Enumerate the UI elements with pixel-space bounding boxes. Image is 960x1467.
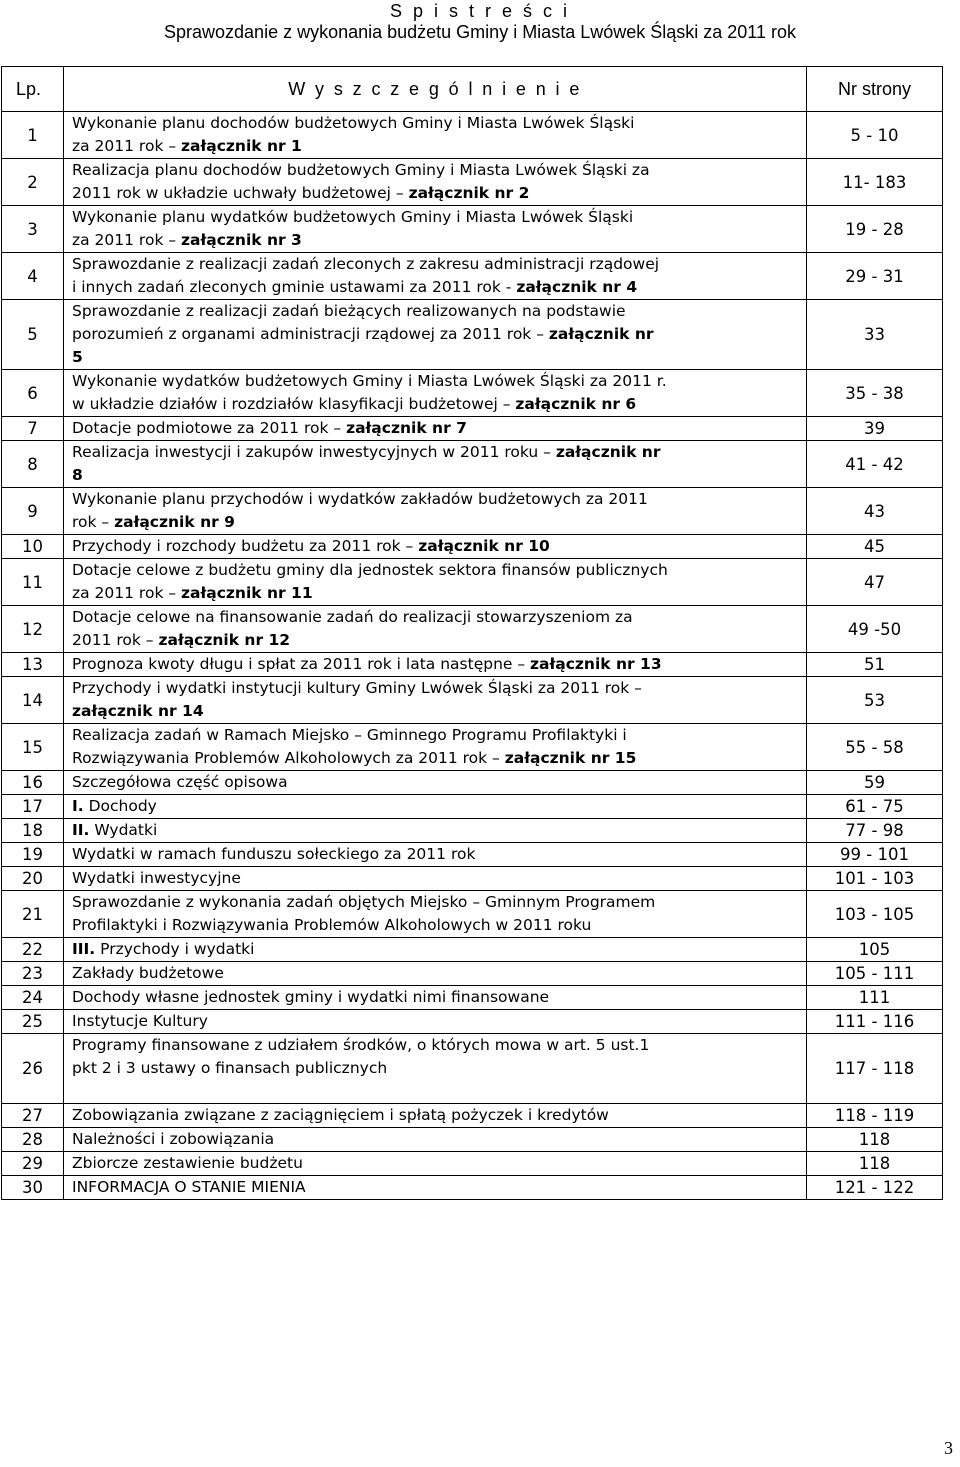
row-description — [64, 159, 807, 206]
table-row — [2, 677, 943, 724]
description-text: Zobowiązania związane z zaciągnięciem i spłatą pożyczek i kredytów — [72, 1106, 609, 1124]
table-row — [2, 724, 943, 771]
description-line — [72, 346, 804, 369]
table-row — [2, 559, 943, 606]
row-description — [64, 795, 807, 819]
table-row — [2, 253, 943, 300]
description-text: Przychody i wydatki — [95, 940, 255, 958]
description-line — [72, 229, 804, 252]
description-text: 2011 rok w układzie uchwały budżetowej – — [72, 184, 409, 202]
row-description — [64, 891, 807, 938]
row-number: 17 — [2, 795, 64, 819]
row-page-range: 118 — [807, 1128, 943, 1152]
row-number: 20 — [2, 867, 64, 891]
row-number: 23 — [2, 962, 64, 986]
row-number: 22 — [2, 938, 64, 962]
table-row — [2, 1034, 943, 1104]
row-number: 8 — [2, 441, 64, 488]
description-line — [72, 914, 804, 937]
description-line — [72, 393, 804, 416]
description-text: Realizacja inwestycji i zakupów inwestycyjnych w 2011 roku – — [72, 443, 556, 461]
row-number: 29 — [2, 1152, 64, 1176]
page-subtitle: Sprawozdanie z wykonania budżetu Gminy i Miasta Lwówek Śląski za 2011 rok — [164, 22, 796, 42]
description-line — [72, 1034, 804, 1057]
description-text: Wykonanie planu dochodów budżetowych Gminy i Miasta Lwówek Śląski — [72, 114, 635, 132]
row-description — [64, 370, 807, 417]
row-number: 13 — [2, 653, 64, 677]
table-row — [2, 417, 943, 441]
description-line — [72, 700, 804, 723]
col-lp-header: Lp. — [2, 67, 64, 112]
description-text: Sprawozdanie z realizacji zadań zleconych z zakresu administracji rządowej — [72, 255, 660, 273]
table-row — [2, 795, 943, 819]
annex-reference: załącznik nr 13 — [530, 655, 662, 673]
page-title: S p i s t r e ś c i — [389, 1, 571, 21]
description-text: INFORMACJA O STANIE MIENIA — [72, 1178, 306, 1196]
table-row — [2, 1152, 943, 1176]
col-description-header: W y s z c z e g ó l n i e n i e — [64, 67, 807, 112]
row-page-range: 33 — [807, 300, 943, 370]
row-description — [64, 1152, 807, 1176]
description-text: Dochody własne jednostek gminy i wydatki nimi finansowane — [72, 988, 550, 1006]
description-line — [72, 867, 804, 890]
description-text: Zbiorcze zestawienie budżetu — [72, 1154, 303, 1172]
description-text: Prognoza kwoty długu i spłat za 2011 rok i lata następne – — [72, 655, 531, 673]
row-number: 14 — [2, 677, 64, 724]
description-text: Przychody i rozchody budżetu za 2011 rok – — [72, 537, 419, 555]
description-line — [72, 724, 804, 747]
row-description — [64, 867, 807, 891]
table-header-row — [2, 67, 943, 112]
description-line — [72, 1080, 804, 1103]
table-row — [2, 1010, 943, 1034]
description-line — [72, 1152, 804, 1175]
table-row — [2, 441, 943, 488]
table-row — [2, 938, 943, 962]
row-number: 30 — [2, 1176, 64, 1200]
table-row — [2, 843, 943, 867]
description-line — [72, 1128, 804, 1151]
annex-reference: II. — [72, 821, 90, 839]
row-page-range: 51 — [807, 653, 943, 677]
annex-reference: załącznik nr 9 — [114, 513, 235, 531]
description-line — [72, 582, 804, 605]
table-row — [2, 606, 943, 653]
row-number: 18 — [2, 819, 64, 843]
row-number: 16 — [2, 771, 64, 795]
description-line — [72, 677, 804, 700]
description-text: Realizacja planu dochodów budżetowych Gminy i Miasta Lwówek Śląski za — [72, 161, 650, 179]
description-text: Wydatki inwestycyjne — [72, 869, 241, 887]
page-number: 3 — [944, 1438, 953, 1458]
description-line — [72, 535, 804, 558]
row-page-range: 47 — [807, 559, 943, 606]
row-number: 15 — [2, 724, 64, 771]
row-number: 6 — [2, 370, 64, 417]
description-text: Realizacja zadań w Ramach Miejsko – Gminnego Programu Profilaktyki i — [72, 726, 627, 744]
row-number: 26 — [2, 1034, 64, 1104]
row-number: 1 — [2, 112, 64, 159]
description-text: za 2011 rok – — [72, 137, 182, 155]
row-description — [64, 206, 807, 253]
table-row — [2, 1104, 943, 1128]
description-line — [72, 1176, 804, 1199]
description-text: Sprawozdanie z wykonania zadań objętych Miejsko – Gminnym Programem — [72, 893, 656, 911]
description-line — [72, 559, 804, 582]
annex-reference: załącznik nr 10 — [418, 537, 550, 555]
description-line — [72, 747, 804, 770]
row-description — [64, 535, 807, 559]
row-page-range: 53 — [807, 677, 943, 724]
description-text: Sprawozdanie z realizacji zadań bieżących realizowanych na podstawie — [72, 302, 626, 320]
table-row — [2, 653, 943, 677]
annex-reference: 5 — [72, 348, 83, 366]
row-number: 12 — [2, 606, 64, 653]
row-number: 10 — [2, 535, 64, 559]
description-text: Wykonanie planu wydatków budżetowych Gminy i Miasta Lwówek Śląski — [72, 208, 634, 226]
annex-reference: załącznik nr 6 — [515, 395, 637, 413]
row-description — [64, 1104, 807, 1128]
annex-reference: III. — [72, 940, 96, 958]
description-line — [72, 417, 804, 440]
table-row — [2, 370, 943, 417]
row-number: 5 — [2, 300, 64, 370]
description-text: Zakłady budżetowe — [72, 964, 224, 982]
description-text: Należności i zobowiązania — [72, 1130, 275, 1148]
description-text: rok – — [72, 513, 115, 531]
annex-reference: załącznik nr 7 — [346, 419, 467, 437]
row-description — [64, 417, 807, 441]
row-description — [64, 606, 807, 653]
annex-reference: załącznik nr — [555, 443, 661, 461]
description-line — [72, 511, 804, 534]
table-row — [2, 300, 943, 370]
annex-reference: załącznik nr 12 — [158, 631, 291, 649]
description-line — [72, 843, 804, 866]
table-row — [2, 962, 943, 986]
row-number: 24 — [2, 986, 64, 1010]
row-description — [64, 653, 807, 677]
description-line — [72, 276, 804, 299]
row-page-range: 29 - 31 — [807, 253, 943, 300]
description-line — [72, 938, 804, 961]
row-description — [64, 843, 807, 867]
description-text: Przychody i wydatki instytucji kultury Gminy Lwówek Śląski za 2011 rok – — [72, 679, 642, 697]
table-row — [2, 1176, 943, 1200]
row-page-range: 55 - 58 — [807, 724, 943, 771]
row-page-range: 5 - 10 — [807, 112, 943, 159]
row-page-range: 99 - 101 — [807, 843, 943, 867]
row-page-range: 39 — [807, 417, 943, 441]
row-description — [64, 986, 807, 1010]
row-page-range: 59 — [807, 771, 943, 795]
description-text: pkt 2 i 3 ustawy o finansach publicznych — [72, 1059, 388, 1077]
annex-reference: załącznik nr 15 — [504, 749, 637, 767]
row-number: 2 — [2, 159, 64, 206]
row-description — [64, 819, 807, 843]
row-description — [64, 1128, 807, 1152]
description-text: za 2011 rok – — [72, 231, 182, 249]
description-line — [72, 771, 804, 794]
description-text: 2011 rok – — [72, 631, 159, 649]
row-page-range: 103 - 105 — [807, 891, 943, 938]
description-line — [72, 962, 804, 985]
row-number: 28 — [2, 1128, 64, 1152]
description-line — [72, 986, 804, 1009]
row-number: 3 — [2, 206, 64, 253]
row-description — [64, 112, 807, 159]
description-line — [72, 1057, 804, 1080]
row-page-range: 35 - 38 — [807, 370, 943, 417]
col-page-header: Nr strony — [807, 67, 943, 112]
row-description — [64, 677, 807, 724]
description-text: Wykonanie planu przychodów i wydatków zakładów budżetowych za 2011 — [72, 490, 648, 508]
row-page-range: 118 - 119 — [807, 1104, 943, 1128]
row-page-range: 101 - 103 — [807, 867, 943, 891]
description-line — [72, 1104, 804, 1127]
table-row — [2, 488, 943, 535]
row-number: 4 — [2, 253, 64, 300]
description-line — [72, 253, 804, 276]
row-page-range: 105 — [807, 938, 943, 962]
row-number: 21 — [2, 891, 64, 938]
description-line — [72, 629, 804, 652]
row-page-range: 121 - 122 — [807, 1176, 943, 1200]
description-text: w układzie działów i rozdziałów klasyfikacji budżetowej – — [72, 395, 516, 413]
description-text: Programy finansowane z udziałem środków, o których mowa w art. 5 ust.1 — [72, 1036, 650, 1054]
table-row — [2, 867, 943, 891]
description-line — [72, 795, 804, 818]
description-line — [72, 488, 804, 511]
description-text: Wydatki — [89, 821, 158, 839]
row-page-range: 41 - 42 — [807, 441, 943, 488]
row-description — [64, 441, 807, 488]
row-page-range: 43 — [807, 488, 943, 535]
description-line — [72, 370, 804, 393]
annex-reference: załącznik nr 4 — [516, 278, 638, 296]
description-line — [72, 135, 804, 158]
table-row — [2, 891, 943, 938]
table-row — [2, 112, 943, 159]
table-row — [2, 986, 943, 1010]
row-number: 27 — [2, 1104, 64, 1128]
description-text: Wydatki w ramach funduszu sołeckiego za 2011 rok — [72, 845, 476, 863]
annex-reference: załącznik nr 2 — [408, 184, 530, 202]
row-description — [64, 962, 807, 986]
table-row — [2, 535, 943, 559]
description-line — [72, 300, 804, 323]
row-number: 9 — [2, 488, 64, 535]
row-description — [64, 253, 807, 300]
table-of-contents — [1, 66, 943, 1200]
row-page-range: 117 - 118 — [807, 1034, 943, 1104]
annex-reference: I. — [72, 797, 84, 815]
row-description — [64, 300, 807, 370]
description-text: i innych zadań zleconych gminie ustawami za 2011 rok - — [72, 278, 517, 296]
description-line — [72, 112, 804, 135]
row-page-range: 11- 183 — [807, 159, 943, 206]
description-text: za 2011 rok – — [72, 584, 182, 602]
description-line — [72, 464, 804, 487]
description-text: Dochody — [83, 797, 157, 815]
description-line — [72, 441, 804, 464]
annex-reference: załącznik nr 11 — [181, 584, 313, 602]
annex-reference: załącznik nr 14 — [72, 702, 204, 720]
row-number: 25 — [2, 1010, 64, 1034]
table-row — [2, 771, 943, 795]
table-row — [2, 206, 943, 253]
annex-reference: załącznik nr 1 — [181, 137, 302, 155]
description-line — [72, 206, 804, 229]
description-text: Rozwiązywania Problemów Alkoholowych za 2011 rok – — [72, 749, 505, 767]
row-page-range: 49 -50 — [807, 606, 943, 653]
row-page-range: 111 — [807, 986, 943, 1010]
row-page-range: 105 - 111 — [807, 962, 943, 986]
description-line — [72, 159, 804, 182]
description-text: Dotacje podmiotowe za 2011 rok – — [72, 419, 347, 437]
description-text: Profilaktyki i Rozwiązywania Problemów Alkoholowych w 2011 roku — [72, 916, 592, 934]
row-page-range: 77 - 98 — [807, 819, 943, 843]
row-number: 7 — [2, 417, 64, 441]
description-text: Dotacje celowe na finansowanie zadań do realizacji stowarzyszeniom za — [72, 608, 633, 626]
description-line — [72, 891, 804, 914]
table-row — [2, 1128, 943, 1152]
row-description — [64, 1034, 807, 1104]
row-description — [64, 724, 807, 771]
description-text: Instytucje Kultury — [72, 1012, 208, 1030]
row-description — [64, 1176, 807, 1200]
annex-reference: załącznik nr — [548, 325, 654, 343]
table-row — [2, 819, 943, 843]
description-line — [72, 819, 804, 842]
row-page-range: 61 - 75 — [807, 795, 943, 819]
description-line — [72, 653, 804, 676]
description-line — [72, 1010, 804, 1033]
description-text: porozumień z organami administracji rządowej za 2011 rok – — [72, 325, 549, 343]
row-description — [64, 488, 807, 535]
row-page-range: 111 - 116 — [807, 1010, 943, 1034]
row-description — [64, 771, 807, 795]
table-row — [2, 159, 943, 206]
row-description — [64, 938, 807, 962]
description-text: Wykonanie wydatków budżetowych Gminy i Miasta Lwówek Śląski za 2011 r. — [72, 372, 667, 390]
annex-reference: 8 — [72, 466, 83, 484]
description-text: Dotacje celowe z budżetu gminy dla jednostek sektora finansów publicznych — [72, 561, 668, 579]
annex-reference: załącznik nr 3 — [181, 231, 302, 249]
row-number: 11 — [2, 559, 64, 606]
description-line — [72, 323, 804, 346]
row-page-range: 118 — [807, 1152, 943, 1176]
description-line — [72, 606, 804, 629]
row-number: 19 — [2, 843, 64, 867]
row-description — [64, 1010, 807, 1034]
row-page-range: 19 - 28 — [807, 206, 943, 253]
description-line — [72, 182, 804, 205]
row-description — [64, 559, 807, 606]
row-page-range: 45 — [807, 535, 943, 559]
table-body — [2, 112, 943, 1200]
description-text: Szczegółowa część opisowa — [72, 773, 288, 791]
